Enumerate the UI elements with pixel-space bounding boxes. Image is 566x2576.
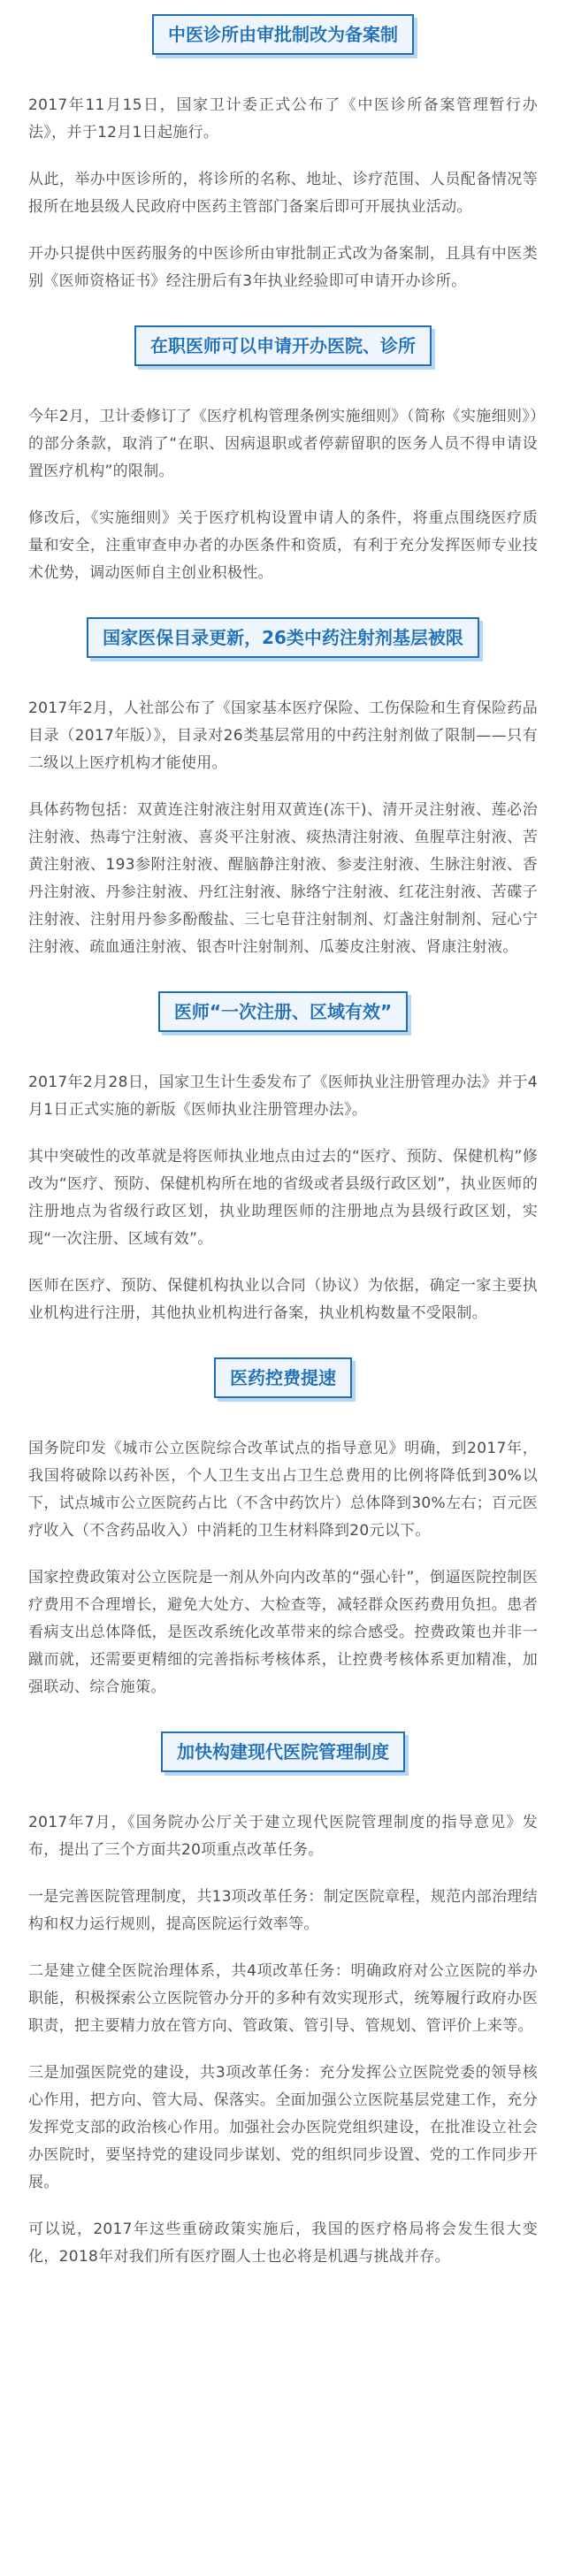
- section-heading: 医药控费提速: [214, 1357, 352, 1398]
- paragraph: 三是加强医院党的建设，共3项改革任务：充分发挥公立医院党委的领导核心作用，把方向、管大局、保落实。全面加强公立医院基层党建工作，充分发挥党支部的政治核心作用。加强社会办医院党组织建设，在批准设立社会办医院时，要坚持党的建设同步谋划、党的组织同步设置、党的工作同步开展。: [28, 2064, 538, 2191]
- paragraph: 医师在医疗、预防、保健机构执业以合同（协议）为依据，确定一家主要执业机构进行注册，其他执业机构进行备案，执业机构数量不受限制。: [28, 1277, 538, 1322]
- section-heading: 在职医师可以申请开办医院、诊所: [134, 325, 432, 366]
- paragraph: 2017年11月15日，国家卫计委正式公布了《中医诊所备案管理暂行办法》，并于12月1日起施行。: [28, 96, 538, 141]
- section-heading: 加快构建现代医院管理制度: [161, 1731, 405, 1772]
- paragraph: 开办只提供中医药服务的中医诊所由审批制正式改为备案制，且具有中医类别《医师资格证书》经注册后有3年执业经验即可申请开办诊所。: [28, 245, 538, 290]
- paragraph: 今年2月，卫计委修订了《医疗机构管理条例实施细则》（简称《实施细则》）的部分条款，取消了“在职、因病退职或者停薪留职的医务人员不得申请设置医疗机构”的限制。: [28, 408, 538, 480]
- paragraph: 修改后，《实施细则》关于医疗机构设置申请人的条件，将重点围绕医疗质量和安全，注重审查申办者的办医条件和资质，有利于充分发挥医师专业技术优势，调动医师自主创业积极性。: [28, 509, 538, 582]
- heading-wrap: [28, 325, 538, 366]
- section-heading: 中医诊所由审批制改为备案制: [152, 14, 414, 55]
- section-heading: 国家医保目录更新，26类中药注射剂基层被限: [87, 617, 479, 658]
- heading-wrap: [28, 14, 538, 55]
- section-cost-control: [28, 1357, 538, 1701]
- section-hospital-management: [28, 1731, 538, 2271]
- heading-wrap: [28, 991, 538, 1032]
- heading-wrap: [28, 1731, 538, 1772]
- paragraph: 其中突破性的改革就是将医师执业地点由过去的“医疗、预防、保健机构”修改为“医疗、预防、保健机构所在地的省级或者县级行政区划”，执业医师的注册地点为省级行政区划，执业助理医师的注册地点为县级行政区划，实现“一次注册、区域有效”。: [28, 1148, 538, 1248]
- section-clinic-registration: [28, 14, 538, 295]
- heading-wrap: [28, 617, 538, 658]
- paragraph: 2017年7月，《国务院办公厅关于建立现代医院管理制度的指导意见》发布，提出了三个方面共20项重点改革任务。: [28, 1814, 538, 1859]
- paragraph: 国务院印发《城市公立医院综合改革试点的指导意见》明确，到2017年，我国将破除以药补医，个人卫生支出占卫生总费用的比例将降低到30%以下，试点城市公立医院药占比（不含中药饮片）总体降到30%左右；百元医疗收入（不含药品收入）中消耗的卫生材料降到20元以下。: [28, 1440, 538, 1540]
- section-doctor-registration: [28, 991, 538, 1327]
- paragraph: 具体药物包括：双黄连注射液注射用双黄连(冻干)、清开灵注射液、莲必治注射液、热毒宁注射液、喜炎平注射液、痰热清注射液、鱼腥草注射液、苦黄注射液、193参附注射液、醒脑静注射液、参麦注射液、生脉注射液、香丹注射液、丹参注射液、丹红注射液、脉络宁注射液、红花注射液、苦碟子注射液、注射用丹参多酚酸盐、三七皂苷注射制剂、灯盏注射制剂、冠心宁注射液、疏血通注射液、银杏叶注射制剂、瓜蒌皮注射液、肾康注射液。: [28, 801, 538, 956]
- heading-wrap: [28, 1357, 538, 1398]
- paragraph: 国家控费政策对公立医院是一剂从外向内改革的“强心针”，倒逼医院控制医疗费用不合理增长，避免大处方、大检查等，减轻群众医药费用负担。患者看病支出总体降低，是医改系统化改革带来的综合感受。控费政策也并非一蹴而就，还需要更精细的完善指标考核体系，让控费考核体系更加精准，加强联动、综合施策。: [28, 1569, 538, 1696]
- paragraph: 二是建立健全医院治理体系，共4项改革任务：明确政府对公立医院的举办职能，积极探索公立医院管办分开的多种有效实现形式，统筹履行政府办医职责，把主要精力放在管方向、管政策、管引导、管规划、管评价上来等。: [28, 1962, 538, 2035]
- paragraph: 2017年2月28日，国家卫生计生委发布了《医师执业注册管理办法》并于4月1日正式实施的新版《医师执业注册管理办法》。: [28, 1074, 538, 1119]
- paragraph: 2017年2月，人社部公布了《国家基本医疗保险、工伤保险和生育保险药品目录（2017年版）》，目录对26类基层常用的中药注射剂做了限制——只有二级以上医疗机构才能使用。: [28, 699, 538, 772]
- section-doctors-open-clinics: [28, 325, 538, 587]
- paragraph: 可以说，2017年这些重磅政策实施后，我国的医疗格局将会发生很大变化，2018年对我们所有医疗圈人士也必将是机遇与挑战并存。: [28, 2221, 538, 2266]
- paragraph: 一是完善医院管理制度，共13项改革任务：制定医院章程，规范内部治理结构和权力运行规则，提高医院运行效率等。: [28, 1888, 538, 1933]
- section-insurance-catalog: [28, 617, 538, 961]
- section-heading: 医师“一次注册、区域有效”: [158, 991, 408, 1032]
- paragraph: 从此，举办中医诊所的，将诊所的名称、地址、诊疗范围、人员配备情况等报所在地县级人民政府中医药主管部门备案后即可开展执业活动。: [28, 171, 538, 216]
